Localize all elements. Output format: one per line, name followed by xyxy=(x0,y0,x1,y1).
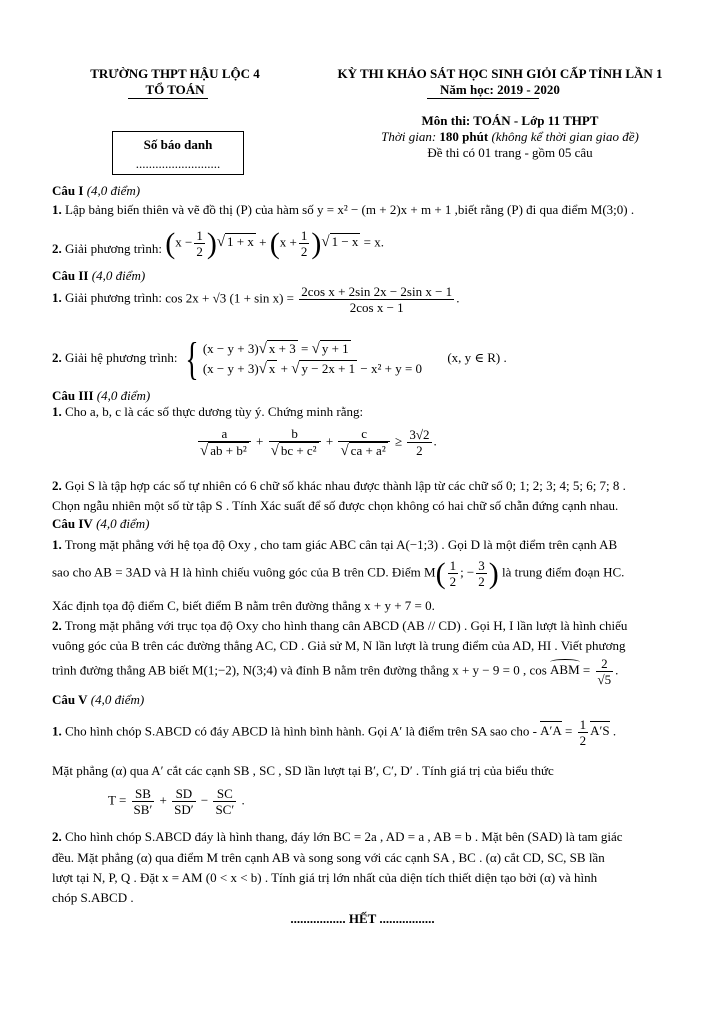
question-5-part-1-line-2: Mặt phẳng (α) qua A′ cắt các cạnh SB , SC , SD lần lượt tại B′, C′, D′ . Tính giá trị của biểu thức xyxy=(52,763,554,778)
candidate-number-label: Số báo danh xyxy=(143,137,213,152)
time-value: 180 phút xyxy=(439,129,489,144)
time-note: (không kể thời gian giao đề) xyxy=(488,129,639,144)
candidate-number-box xyxy=(112,131,244,175)
candidate-number-dots: .......................... xyxy=(135,156,221,171)
year-underline xyxy=(427,98,539,99)
department-name: TỔ TOÁN xyxy=(145,82,205,97)
question-1-part-2: 2. Giải phương trình: (x − $\frac{1}{2}$ )√ 1 + x + (x + $\frac{1}{2}$ )√ 1 − x = x. xyxy=(52,226,384,260)
question-5-part-2-line-2: đều. Mặt phẳng (α) qua điểm M trên cạnh AB và song song với các cạnh SA , BC . (α) cắt CD, SC, SB lần xyxy=(52,850,605,865)
exam-time xyxy=(300,129,720,145)
question-4-part-1-line-1: 1. Trong mặt phẳng với hệ tọa độ Oxy , cho tam giác ABC cân tại A(−1;3) . Gọi D là một điểm trên cạnh AB xyxy=(52,537,618,552)
question-5-heading: Câu V (4,0 điểm) xyxy=(52,692,145,707)
end-marker: ................. HẾT ................. xyxy=(290,911,435,926)
question-5-part-2-line-4: chóp S.ABCD . xyxy=(52,890,134,905)
question-2-heading: Câu II (4,0 điểm) xyxy=(52,268,146,283)
question-3-part-1: 1. Cho a, b, c là các số thực dương tùy ý. Chứng minh rằng: xyxy=(52,404,364,419)
question-1-part-1: 1. Lập bảng biến thiên và vẽ đồ thị (P) của hàm số y = x² − (m + 2)x + m + 1 ,biết rằng (P) đi qua điểm M(3;0) . xyxy=(52,202,635,217)
school-name: TRƯỜNG THPT HẬU LỘC 4 xyxy=(90,66,260,81)
question-4-heading: Câu IV (4,0 điểm) xyxy=(52,516,150,531)
question-5-expression: T = $\frac{SB}{SB'}$ + $\frac{SD}{SD'}$ − $\frac{SC}{SC'}$ . xyxy=(108,786,245,817)
question-5-part-1-line-1: 1. Cho hình chóp S.ABCD có đáy ABCD là hình bình hành. Gọi A′ là điểm trên SA sao cho - A′A = $\frac{1}{2}$ A′S . xyxy=(52,717,617,748)
question-2-part-2: 2. Giải hệ phương trình: { (x − y + 3)√ x + 3 = √ y + 1 (x − y + 3)√ x + √ y − 2x + 1 − x² + y = 0 (x, y ∈ R) . xyxy=(52,333,507,384)
page-info: Đề thi có 01 trang - gồm 05 câu xyxy=(427,145,593,160)
question-4-part-1-line-3: Xác định tọa độ điểm C, biết điểm B nằm trên đường thẳng x + y + 7 = 0. xyxy=(52,598,435,613)
question-5-part-2-line-3: lượt tại N, P, Q . Đặt x = AM (0 < x < b) . Tính giá trị lớn nhất của diện tích thiết diện tạo bởi (α) và hình xyxy=(52,870,598,885)
time-prefix: Thời gian: xyxy=(381,129,440,144)
question-4-part-2-line-3: trình đường thẳng AB biết M(1;−2), N(3;4) và đỉnh B nằm trên đường thẳng x + y − 9 = 0 , cos ABM = $\frac{2}{√5}$ . xyxy=(52,656,619,687)
question-3-inequality: $\frac{a}{\text{√ ab + b²}}$ + $\frac{b}{\text{√ bc + c²}}$ + $\frac{c}{\text{√ ca + a²}}$ ≥ $\frac{3√2}{2}$ . xyxy=(200,426,437,459)
question-2-part-1: 1. Giải phương trình: cos 2x + √3 (1 + sin x) = $\frac{\text{2cos x + 2sin 2x − 2sin x − 1}}{\text{2cos x − 1}}$ . xyxy=(52,284,460,315)
question-4-part-2-line-1: 2. Trong mặt phẳng với trục tọa độ Oxy cho hình thang cân ABCD (AB // CD) . Gọi H, I lần lượt là hình chiếu xyxy=(52,618,628,633)
school-year: Năm học: 2019 - 2020 xyxy=(440,82,560,97)
exam-subject: Môn thi: TOÁN - Lớp 11 THPT xyxy=(421,113,599,128)
question-3-part-2-line-2: Chọn ngẫu nhiên một số từ tập S . Tính Xác suất để số được chọn không có hai chữ số chẵn đứng cạnh nhau. xyxy=(52,498,619,513)
exam-title: KỲ THI KHẢO SÁT HỌC SINH GIỎI CẤP TỈNH LẦN 1 xyxy=(337,66,663,81)
question-3-heading: Câu III (4,0 điểm) xyxy=(52,388,151,403)
department-underline xyxy=(128,98,208,99)
question-4-part-2-line-2: vuông góc của B trên các đường thẳng AC, CD . Giả sử M, N lần lượt là trung điểm của AD, HI . Viết phương xyxy=(52,638,626,653)
question-5-part-2-line-1: 2. Cho hình chóp S.ABCD đáy là hình thang, đáy lớn BC = 2a , AD = a , AB = b . Mặt bên (SAD) là tam giác xyxy=(52,829,623,844)
question-3-part-2-line-1: 2. Gọi S là tập hợp các số tự nhiên có 6 chữ số khác nhau được thành lập từ các chữ số 0; 1; 2; 3; 4; 5; 6; 7; 8 . xyxy=(52,478,626,493)
question-1-heading: Câu I (4,0 điểm) xyxy=(52,183,141,198)
question-4-part-1-line-2: sao cho AB = 3AD và H là hình chiếu vuông góc của B trên CD. Điểm M( $\frac{1}{2}$ ; − $\frac{3}{2}$ ) là trung điểm đoạn HC. xyxy=(52,556,625,590)
